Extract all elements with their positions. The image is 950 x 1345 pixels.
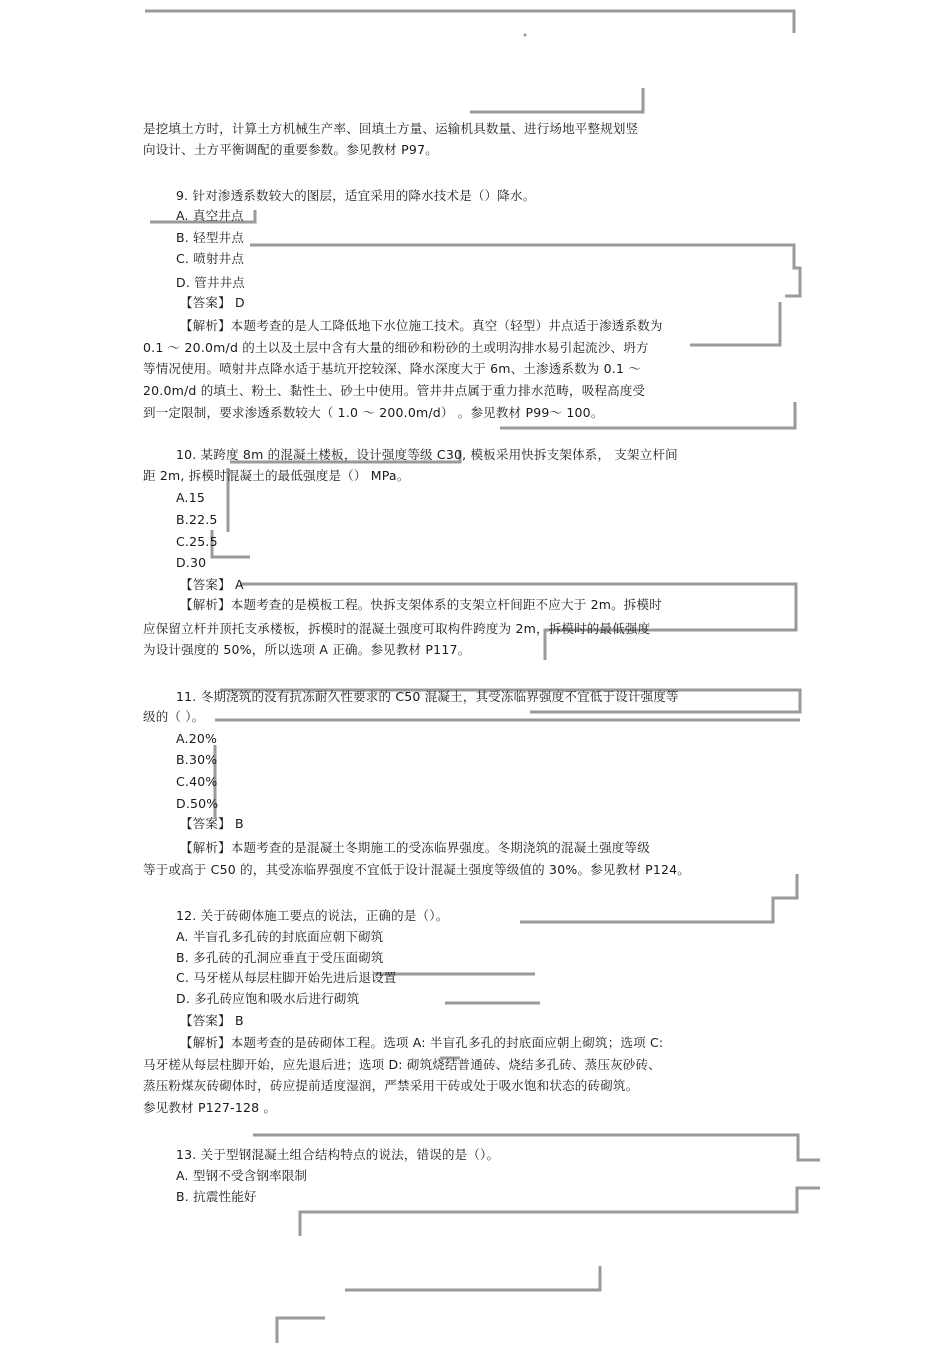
analysis: 【解析】本题考查的是人工降低地下水位施工技术。真空（轻型）井点适于渗透系数为 [180,318,663,333]
question-line: 距 2m, 拆模时混凝土的最低强度是（） MPa。 [143,468,410,483]
option-a: A.20% [176,731,218,746]
option-c: C.25.5 [176,534,218,549]
answer: 【答案】 B [180,1013,244,1028]
analysis: 【解析】本题考查的是模板工程。快拆支架体系的支架立杆间距不应大于 2m。拆模时 [180,597,662,612]
analysis: 【解析】本题考查的是砖砌体工程。选项 A: 半盲孔多孔的封底面应朝上砌筑；选项 C: [180,1035,664,1050]
option-c: C. 喷射井点 [176,251,245,266]
option-c: C. 马牙槎从每层柱脚开始先进后退设置 [176,970,397,985]
analysis-line: 为设计强度的 50%，所以选项 A 正确。参见教材 P117。 [143,642,471,657]
question-12: 12. 关于砖砌体施工要点的说法，正确的是（）。 [176,908,449,923]
analysis-line: 蒸压粉煤灰砖砌体时，砖应提前适度湿润，严禁采用干砖或处于吸水饱和状态的砖砌筑。 [143,1078,639,1093]
option-c: C.40% [176,774,218,789]
option-d: D.30 [176,555,207,570]
question-11: 11. 冬期浇筑的没有抗冻耐久性要求的 C50 混凝土，其受冻临界强度不宜低于设计强度等 [176,689,679,704]
answer: 【答案】 D [180,295,245,310]
option-d: D.50% [176,796,219,811]
option-b: B.30% [176,752,218,767]
text-line: 是挖填土方时，计算土方机械生产率、回填土方量、运输机具数量、进行场地平整规划竖 [143,121,639,136]
analysis-line: 0.1 ～ 20.0m/d 的土以及土层中含有大量的细砂和粉砂的土或明沟排水易引起流沙、坍方 [143,340,649,355]
option-a: A. 半盲孔多孔砖的封底面应朝下砌筑 [176,929,384,944]
option-b: B. 抗震性能好 [176,1189,257,1204]
question-9: 9. 针对渗透系数较大的图层，适宜采用的降水技术是（）降水。 [176,188,536,203]
question-13: 13. 关于型钢混凝土组合结构特点的说法，错误的是（）。 [176,1147,500,1162]
option-a: A. 真空井点 [176,208,244,223]
analysis-line: 马牙槎从每层柱脚开始，应先退后进；选项 D: 砌筑烧结普通砖、烧结多孔砖、蒸压灰砂砖、 [143,1057,661,1072]
option-d: D. 多孔砖应饱和吸水后进行砌筑 [176,991,360,1006]
option-b: B. 多孔砖的孔洞应垂直于受压面砌筑 [176,950,384,965]
question-10: 10. 某跨度 8m 的混凝土楼板，设计强度等级 C30, 模板采用快拆支架体系， 支架立杆间 [176,447,678,462]
analysis-line: 应保留立杆并顶托支承楼板，拆模时的混凝土强度可取构件跨度为 2m，拆模时的最低强度 [143,621,651,636]
option-b: B. 轻型井点 [176,230,244,245]
text-line: 向设计、土方平衡调配的重要参数。参见教材 P97。 [143,142,438,157]
question-line: 级的（ ）。 [143,709,205,724]
analysis: 【解析】本题考查的是混凝土冬期施工的受冻临界强度。冬期浇筑的混凝土强度等级 [180,840,650,855]
answer: 【答案】 B [180,816,244,831]
analysis-line: 等于或高于 C50 的，其受冻临界强度不宜低于设计混凝土强度等级值的 30%。参见教材 P124。 [143,862,691,877]
analysis-line: 等情况使用。喷射井点降水适于基坑开挖较深、降水深度大于 6m、土渗透系数为 0.1 ～ [143,361,642,376]
option-d: D. 管井井点 [176,275,245,290]
option-a: A. 型钢不受含钢率限制 [176,1168,308,1183]
option-a: A.15 [176,490,206,505]
analysis-line: 到一定限制，要求渗透系数较大（ 1.0 ～ 200.0m/d） 。参见教材 P99～ 100。 [143,405,604,420]
analysis-line: 参见教材 P127-128 。 [143,1100,277,1115]
analysis-line: 20.0m/d 的填土、粉土、黏性土、砂土中使用。管井井点属于重力排水范畴，吸程高度受 [143,383,646,398]
option-b: B.22.5 [176,512,218,527]
answer: 【答案】 A [180,577,244,592]
